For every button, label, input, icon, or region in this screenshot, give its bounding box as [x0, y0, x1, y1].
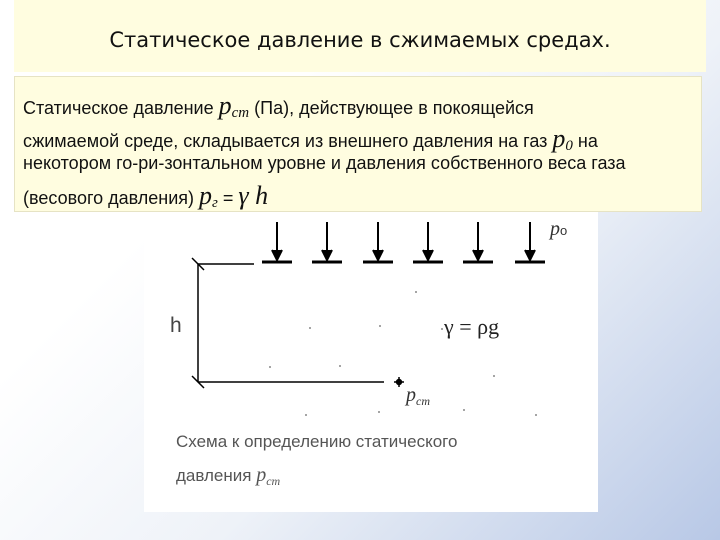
gamma-h-expression: γ h	[238, 181, 269, 210]
p-st-subscript: ст	[231, 105, 250, 121]
caption-prefix: давления	[176, 466, 257, 485]
line2-prefix: сжимаемой среде, складывается из внешнего давления на газ	[23, 131, 553, 151]
h-label: h	[170, 314, 182, 337]
pressure-arrows	[262, 222, 545, 262]
caption-p-symbol: p	[256, 464, 267, 486]
pst-subscript: ст	[416, 394, 430, 408]
gas-particles	[269, 291, 537, 416]
p0-subscript: о	[560, 223, 568, 238]
p-st-symbol: p	[218, 91, 232, 120]
p-zero-symbol: p	[552, 124, 566, 153]
arrow-6	[515, 222, 545, 262]
arrow-3	[363, 222, 393, 262]
line1-suffix: (Па), действующее в покоящейся	[249, 98, 534, 118]
title-bar	[14, 0, 706, 72]
arrow-1	[262, 222, 292, 262]
paragraph-line-3: некотором го-ри-зонтальном уровне и давления собственного веса газа	[23, 153, 626, 173]
p-g-subscript: г	[212, 195, 218, 211]
line1-prefix: Статическое давление	[23, 98, 219, 118]
line2-suffix: на	[572, 131, 598, 151]
paragraph-line-2	[23, 124, 598, 155]
p0-label	[550, 218, 567, 241]
p-g-symbol: p	[199, 181, 213, 210]
arrow-5	[463, 222, 493, 262]
height-dimension	[192, 258, 384, 388]
arrow-2	[312, 222, 342, 262]
pst-label	[406, 384, 430, 409]
pressure-scheme-figure	[144, 212, 598, 512]
equals-sign: =	[217, 188, 239, 208]
p-zero-subscript: 0	[565, 138, 573, 154]
p0-symbol: p	[550, 218, 560, 240]
point-marker	[394, 377, 404, 387]
slide-title: Статическое давление в сжимаемых средах.	[109, 28, 611, 52]
pst-symbol: p	[406, 384, 416, 406]
paragraph-line-1	[23, 91, 534, 122]
caption-line-2	[176, 464, 280, 489]
definition-text-box	[14, 76, 702, 212]
paragraph-line-4	[23, 181, 268, 212]
arrow-4	[413, 222, 443, 262]
gamma-rho-g-formula: γ = ρg	[444, 314, 500, 339]
caption-p-subscript: ст	[266, 474, 281, 488]
line4-prefix: (весового давления)	[23, 188, 200, 208]
caption-line-1: Схема к определению статического	[176, 432, 458, 451]
